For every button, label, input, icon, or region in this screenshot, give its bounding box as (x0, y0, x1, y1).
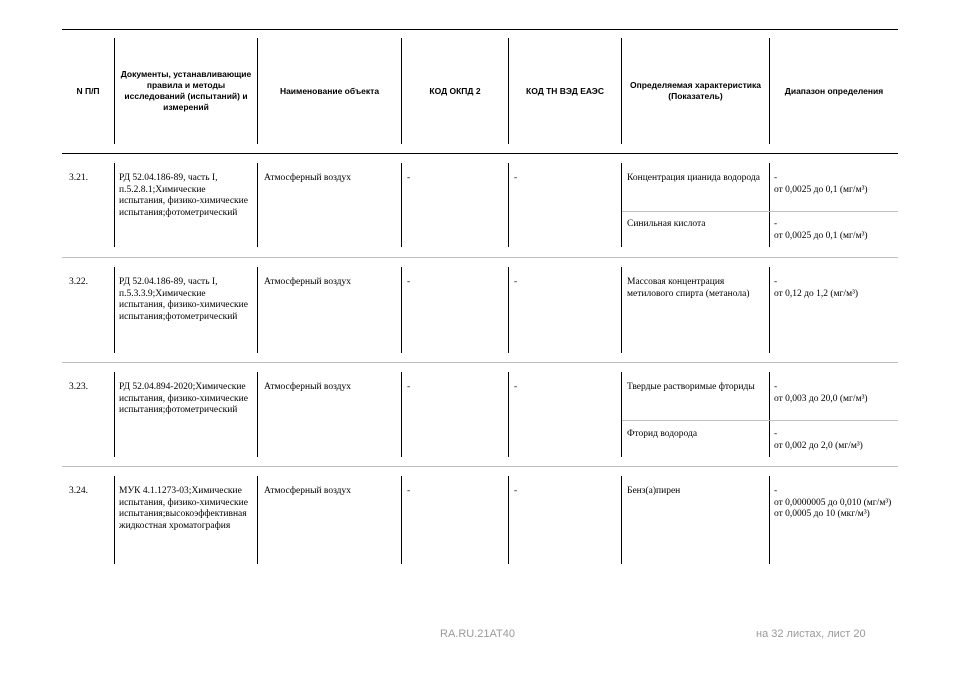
row-characteristic: Синильная кислота (627, 219, 706, 229)
row-characteristic: Фторид водорода (627, 429, 698, 439)
row-divider (401, 267, 402, 353)
range-value-2: от 0,0005 до 10 (мкг/м³) (774, 509, 870, 519)
range-value: от 0,0025 до 0,1 (мг/м³) (774, 184, 868, 195)
row-tnved: - (514, 277, 518, 287)
row-object: Атмосферный воздух (264, 277, 352, 287)
row-okpd: - (407, 486, 411, 496)
row-divider (257, 372, 258, 457)
range-dash: - (774, 219, 778, 229)
row-separator (62, 362, 898, 363)
row-doc: РД 52.04.186-89, часть I, п.5.3.3.9;Химические испытания, физико-химические испытания;фотометрический (119, 277, 248, 322)
row-divider (114, 267, 115, 353)
range-value: от 0,003 до 20,0 (мг/м³) (774, 393, 868, 404)
row-range (772, 486, 898, 521)
row-divider (769, 267, 770, 353)
row-num: 3.24. (69, 486, 88, 496)
row-separator (62, 257, 898, 258)
footer-sheets: на 32 листах, лист 20 (756, 628, 866, 640)
header-okpd: КОД ОКПД 2 (429, 85, 481, 96)
header-object: Наименование объекта (279, 85, 380, 96)
row-okpd: - (407, 382, 411, 392)
header-num: N П/П (76, 85, 100, 96)
row-characteristic: Массовая концентрация метилового спирта (метанола) (627, 277, 750, 299)
row-divider (401, 372, 402, 457)
header-range: Диапазон определения (784, 85, 884, 96)
row-num: 3.22. (69, 277, 88, 287)
row-divider (401, 163, 402, 247)
row-divider (769, 163, 770, 247)
row-divider (621, 476, 622, 564)
range-value: от 0,12 до 1,2 (мг/м³) (774, 288, 859, 299)
row-tnved: - (514, 486, 518, 496)
row-divider (769, 372, 770, 457)
row-object: Атмосферный воздух (264, 382, 352, 392)
row-okpd: - (407, 277, 411, 287)
row-divider (114, 476, 115, 564)
row-num: 3.23. (69, 382, 88, 392)
row-characteristic: Концентрация цианида водорода (627, 173, 760, 183)
footer-doc-id: RA.RU.21AT40 (440, 628, 515, 640)
row-characteristic: Бенз(а)пирен (627, 486, 681, 496)
row-object: Атмосферный воздух (264, 173, 352, 183)
row-doc: МУК 4.1.1273-03;Химические испытания, физико-химические испытания;высокоэффективная жидкостная хроматография (119, 486, 248, 531)
row-characteristic: Твердые растворимые фториды (627, 382, 755, 392)
row-doc: РД 52.04.186-89, часть I, п.5.2.8.1;Химические испытания, физико-химические испытания;фотометрический (119, 173, 248, 218)
header-bottom-border (62, 153, 898, 154)
header-characteristic: Определяемая характеристика (Показатель) (629, 80, 762, 101)
row-doc: РД 52.04.894-2020;Химические испытания, физико-химические испытания;фотометрический (119, 382, 248, 415)
row-okpd: - (407, 173, 411, 183)
sub-row-divider (622, 420, 898, 421)
row-range (772, 382, 898, 405)
row-range (772, 219, 898, 242)
range-dash: - (774, 277, 778, 287)
range-value: от 0,002 до 2,0 (мг/м³) (774, 440, 863, 451)
row-divider (114, 163, 115, 247)
range-dash: - (774, 486, 778, 496)
row-divider (769, 476, 770, 564)
row-divider (257, 163, 258, 247)
range-value: от 0,0025 до 0,1 (мг/м³) (774, 230, 868, 241)
row-divider (621, 267, 622, 353)
row-divider (508, 476, 509, 564)
range-value: от 0,0000005 до 0,010 (мг/м³) (774, 497, 892, 508)
row-divider (257, 267, 258, 353)
row-range (772, 277, 898, 300)
row-divider (508, 163, 509, 247)
range-dash: - (774, 429, 778, 439)
sub-row-divider (622, 211, 898, 212)
row-divider (621, 163, 622, 247)
row-divider (114, 372, 115, 457)
row-range (772, 429, 898, 452)
table-top-border (62, 29, 898, 30)
row-tnved: - (514, 382, 518, 392)
row-num: 3.21. (69, 173, 88, 183)
row-divider (508, 267, 509, 353)
header-docs: Документы, устанавливающие правила и методы исследований (испытаний) и измерений (120, 69, 252, 112)
row-divider (508, 372, 509, 457)
row-tnved: - (514, 173, 518, 183)
header-tnved: КОД ТН ВЭД ЕАЭС (526, 85, 604, 96)
row-range (772, 173, 898, 196)
row-separator (62, 466, 898, 467)
row-object: Атмосферный воздух (264, 486, 352, 496)
range-dash: - (774, 382, 778, 392)
row-divider (621, 372, 622, 457)
row-divider (401, 476, 402, 564)
range-dash: - (774, 173, 778, 183)
row-divider (257, 476, 258, 564)
